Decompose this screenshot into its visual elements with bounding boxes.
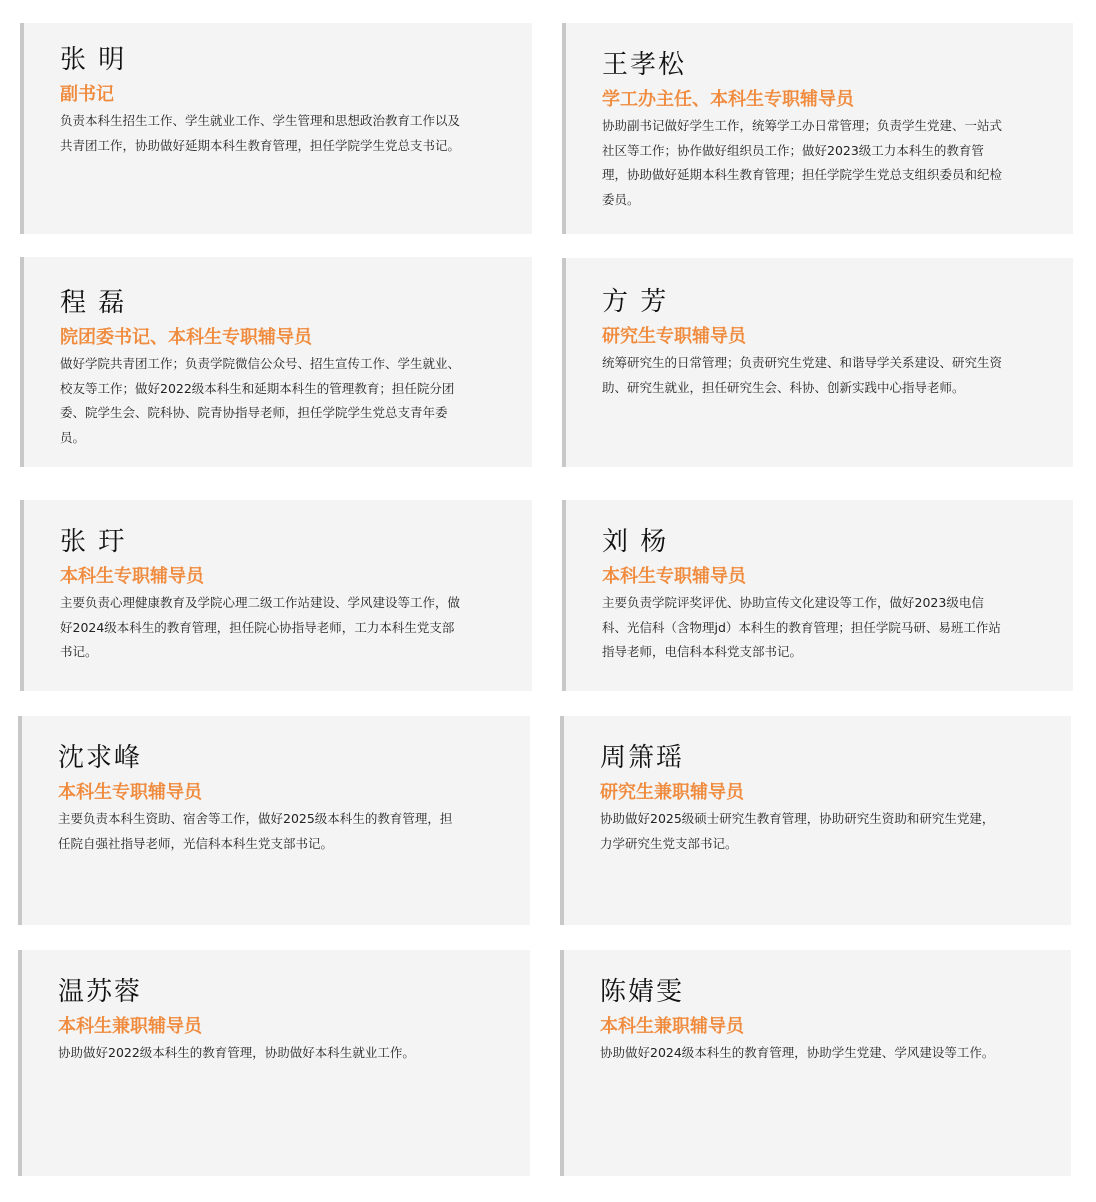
staff-name: 张 玗 [60,527,127,557]
staff-role: 本科生专职辅导员 [602,566,746,587]
staff-name: 方 芳 [602,287,669,317]
staff-card-liu-yang [562,500,1073,691]
staff-role: 本科生专职辅导员 [58,782,202,803]
staff-description: 协助做好2024级本科生的教育管理，协助学生党建、学风建设等工作。 [600,1045,995,1060]
staff-description: 主要负责学院评奖评优、协助宣传文化建设等工作，做好2023级电信科、光信科（含物理jd）本科生的教育管理；担任学院马研、易班工作站指导老师，电信科本科党支部书记。 [602,595,1001,659]
staff-card-chen-jingwen [560,950,1071,1176]
staff-role: 研究生兼职辅导员 [600,782,744,803]
staff-description: 协助做好2025级硕士研究生教育管理，协助研究生资助和研究生党建，力学研究生党支部书记。 [600,811,995,851]
staff-role: 学工办主任、本科生专职辅导员 [602,89,854,110]
staff-description: 主要负责本科生资助、宿舍等工作，做好2025级本科生的教育管理，担任院自强社指导老师，光信科本科生党支部书记。 [58,811,453,851]
staff-role: 本科生专职辅导员 [60,566,204,587]
staff-name: 程 磊 [60,288,127,318]
staff-card-wang-xiaosong [562,23,1073,234]
staff-card-zhou-xiaoyao [560,716,1071,925]
staff-role: 本科生兼职辅导员 [600,1016,744,1037]
staff-name: 沈求峰 [58,743,143,773]
staff-card-wen-surong [18,950,530,1176]
staff-role: 本科生兼职辅导员 [58,1016,202,1037]
staff-name: 温苏蓉 [58,977,143,1007]
staff-role: 研究生专职辅导员 [602,326,746,347]
staff-description: 统筹研究生的日常管理；负责研究生党建、和谐导学关系建设、研究生资助、研究生就业，担任研究生会、科协、创新实践中心指导老师。 [602,355,1003,395]
staff-name: 王孝松 [602,50,687,80]
staff-card-shen-qiufeng [18,716,530,925]
staff-card-zhang-ming [20,23,532,234]
staff-card-zhang-yu [20,500,532,691]
staff-name: 刘 杨 [602,527,669,557]
staff-description: 负责本科生招生工作、学生就业工作、学生管理和思想政治教育工作以及共青团工作，协助做好延期本科生教育管理，担任学院学生党总支书记。 [60,113,461,153]
staff-name: 周箫瑶 [600,743,685,773]
staff-description: 主要负责心理健康教育及学院心理二级工作站建设、学风建设等工作，做好2024级本科生的教育管理，担任院心协指导老师，工力本科生党支部书记。 [60,595,461,659]
staff-role: 院团委书记、本科生专职辅导员 [60,327,312,348]
staff-card-cheng-lei [20,257,532,467]
staff-card-fang-fang [562,258,1073,467]
staff-role: 副书记 [60,84,114,105]
staff-description: 协助副书记做好学生工作，统筹学工办日常管理；负责学生党建、一站式社区等工作；协作做好组织员工作；做好2023级工力本科生的教育管理，协助做好延期本科生教育管理；担任学院学生党总支组织委员和纪检委员。 [602,118,1003,207]
staff-name: 张 明 [60,45,127,75]
staff-name: 陈婧雯 [600,977,685,1007]
staff-description: 协助做好2022级本科生的教育管理，协助做好本科生就业工作。 [58,1045,415,1060]
staff-description: 做好学院共青团工作；负责学院微信公众号、招生宣传工作、学生就业、校友等工作；做好2022级本科生和延期本科生的管理教育；担任院分团委、院学生会、院科协、院青协指导老师，担任学院学生党总支青年委员。 [60,356,461,445]
